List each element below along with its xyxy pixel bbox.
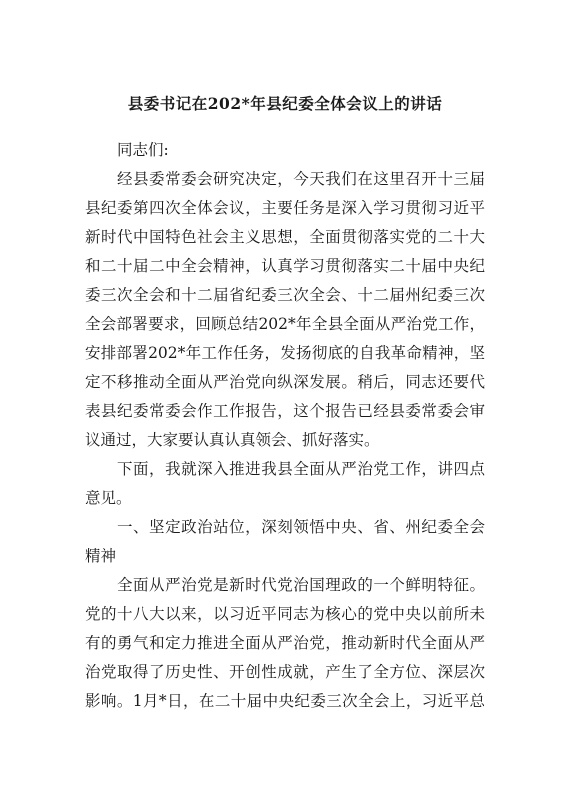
body-line: 和二十届二中全会精神，认真学习贯彻落实二十届中央纪 xyxy=(85,257,485,275)
body-line: 有的勇气和定力推进全面从严治党，推动新时代全面从严 xyxy=(85,634,485,652)
body-line: 同志们: xyxy=(117,141,169,159)
body-line: 议通过，大家要认真认真领会、抓好落实。 xyxy=(85,431,380,449)
document-body xyxy=(85,136,485,716)
body-line: 影响。1月*日，在二十届中央纪委三次全会上，习近平总 xyxy=(85,692,485,710)
body-line: 新时代中国特色社会主义思想，全面贯彻落实党的二十大 xyxy=(85,228,485,246)
body-line: 全面从严治党是新时代党治国理政的一个鲜明特征。 xyxy=(117,576,485,594)
body-line: 全会部署要求，回顾总结202*年全县全面从严治党工作， xyxy=(85,315,485,333)
body-line: 表县纪委常委会作工作报告，这个报告已经县委常委会审 xyxy=(85,402,485,420)
body-line: 县纪委第四次全体会议，主要任务是深入学习贯彻习近平 xyxy=(85,199,485,217)
body-line: 党的十八大以来，以习近平同志为核心的党中央以前所未 xyxy=(85,605,485,623)
document-title: 县委书记在202*年县纪委全体会议上的讲话 xyxy=(127,94,443,113)
body-line: 委三次全会和十二届省纪委三次全会、十二届州纪委三次 xyxy=(85,286,485,304)
body-line: 下面，我就深入推进我县全面从严治党工作，讲四点 xyxy=(117,460,485,478)
body-line: 精神 xyxy=(85,547,117,565)
body-line: 一、坚定政治站位，深刻领悟中央、省、州纪委全会 xyxy=(117,518,485,536)
body-line: 定不移推动全面从严治党向纵深发展。稍后，同志还要代 xyxy=(85,373,485,391)
body-line: 意见。 xyxy=(85,489,132,507)
body-line: 经县委常委会研究决定，今天我们在这里召开十三届 xyxy=(117,170,485,188)
body-line: 安排部署202*年工作任务，发扬彻底的自我革命精神，坚 xyxy=(85,344,485,362)
body-line: 治党取得了历史性、开创性成就，产生了全方位、深层次 xyxy=(85,663,485,681)
